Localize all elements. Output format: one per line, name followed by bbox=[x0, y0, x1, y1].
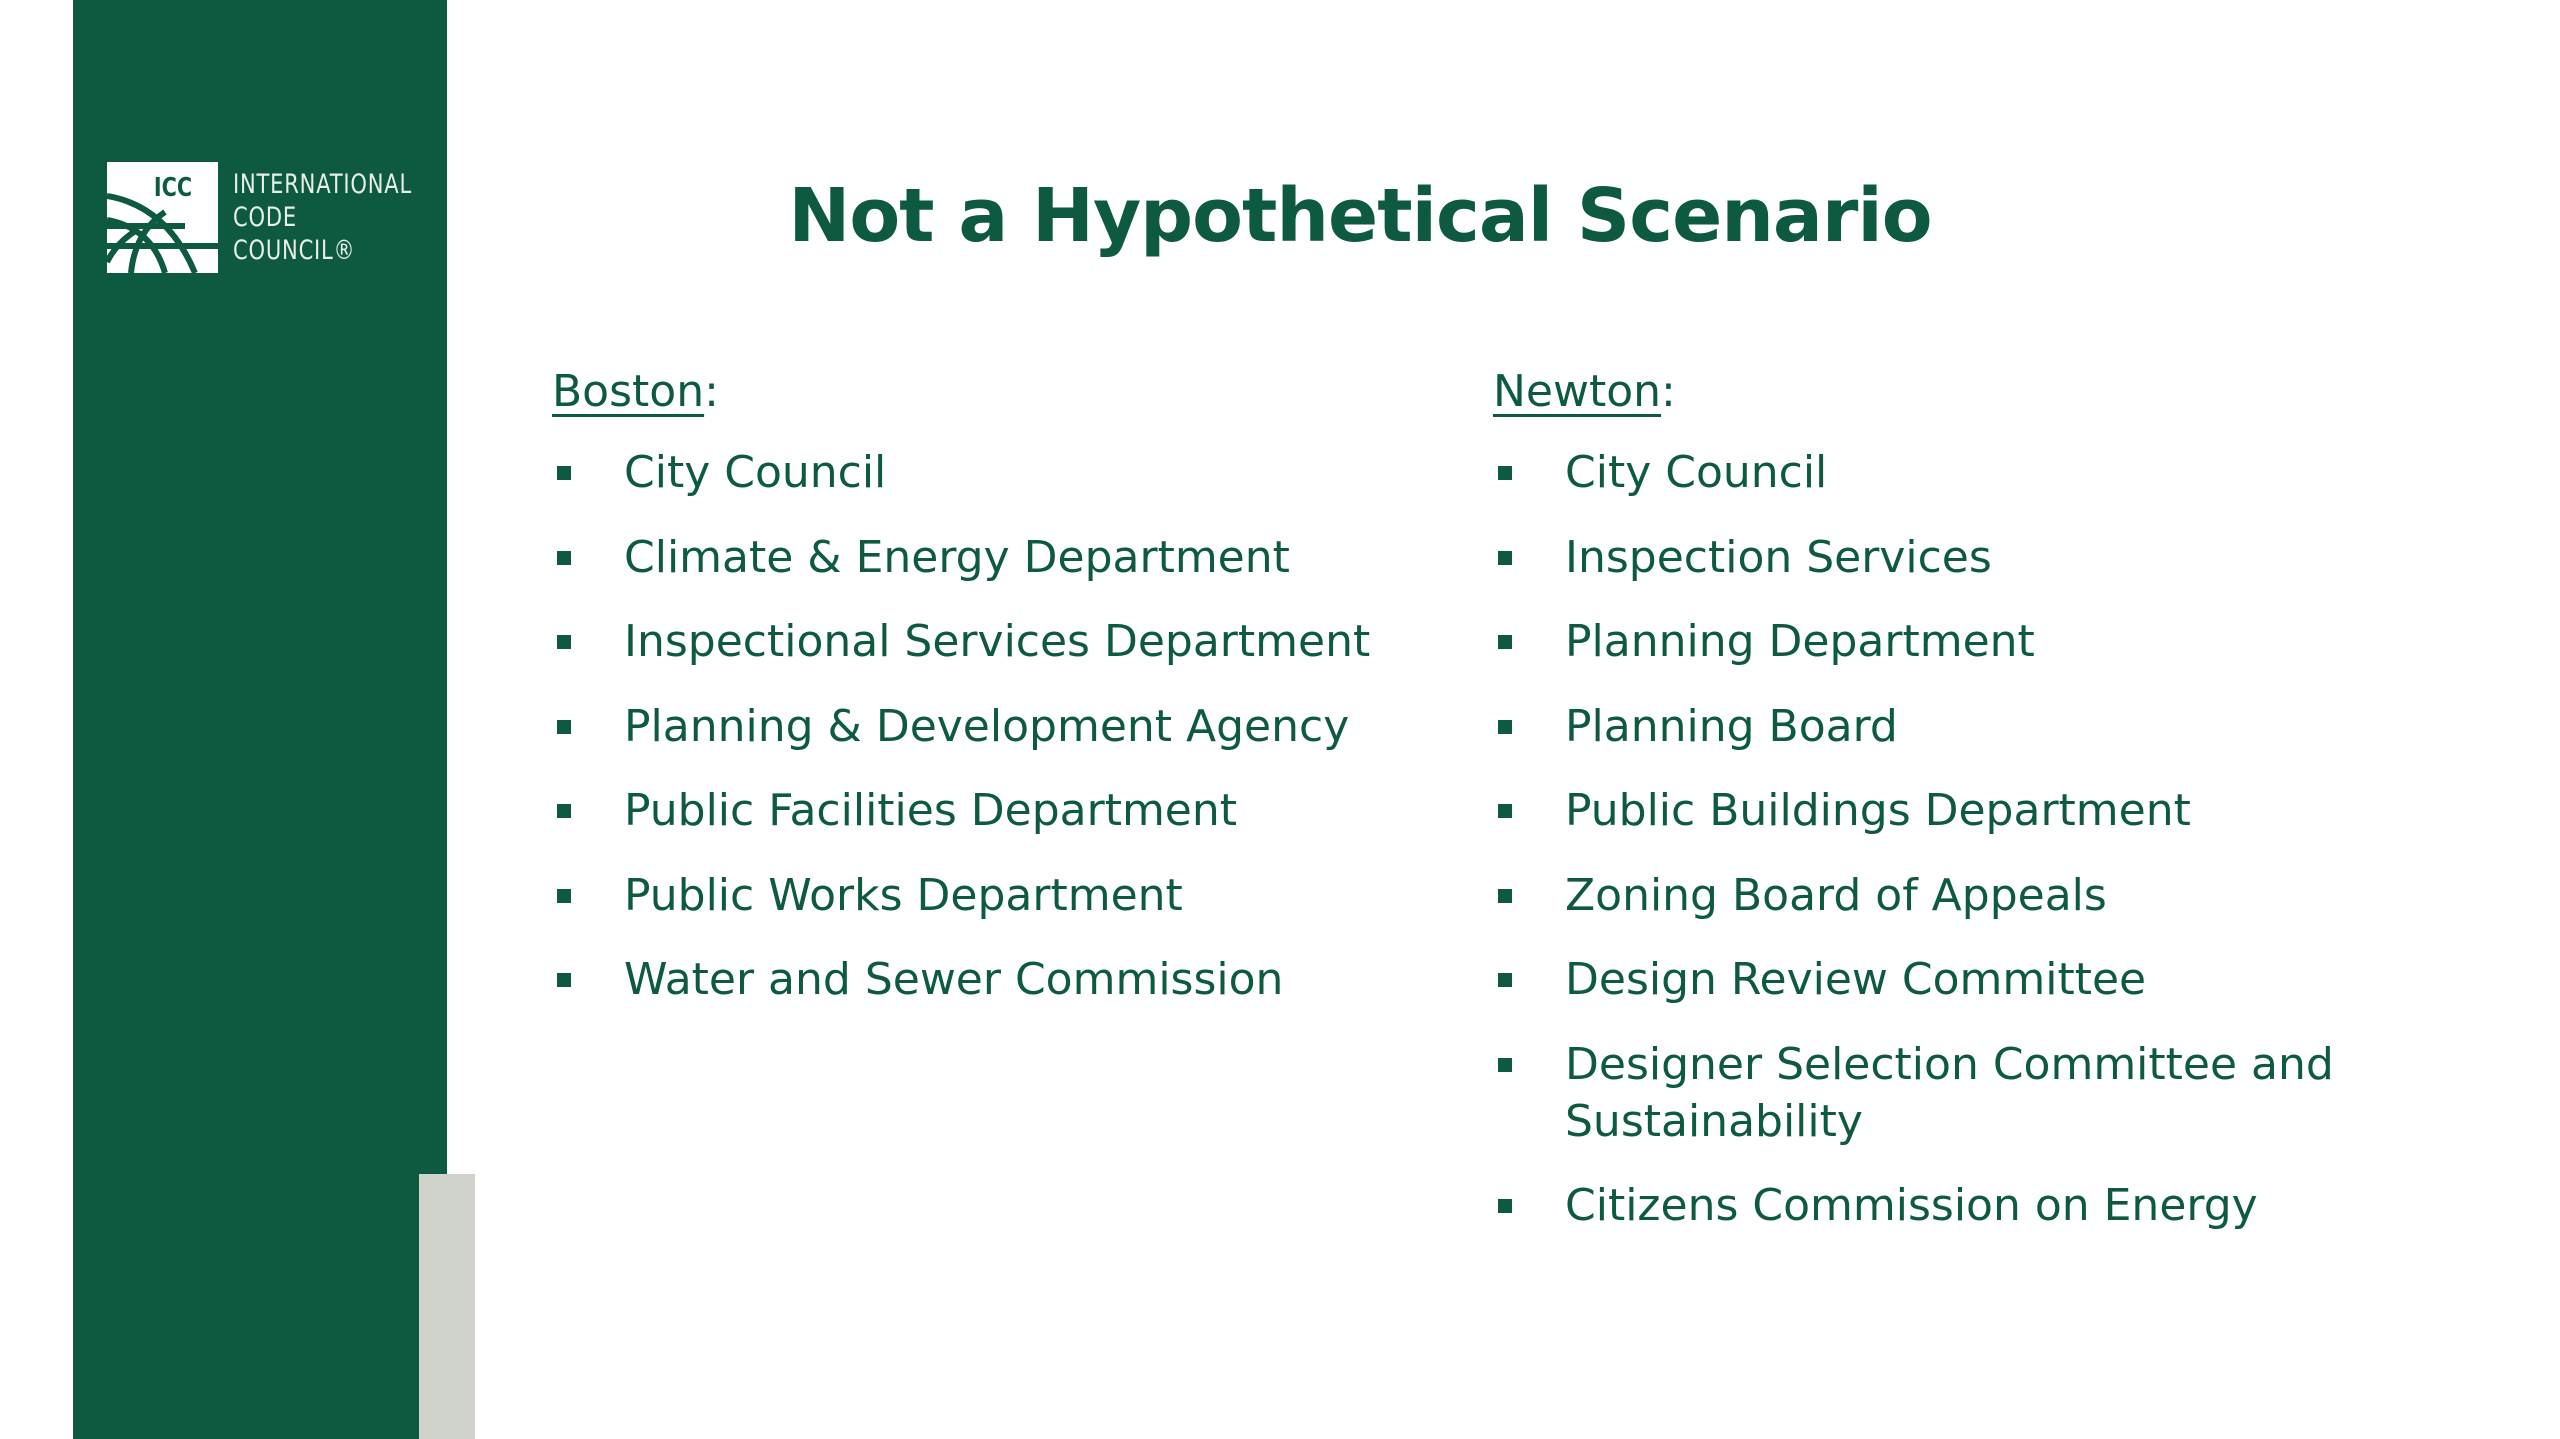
boston-item-label: Water and Sewer Commission bbox=[624, 954, 1284, 1005]
newton-item-label: Zoning Board of Appeals bbox=[1565, 869, 2107, 921]
newton-list-item bbox=[1493, 613, 2405, 670]
boston-item-label: Public Works Department bbox=[624, 869, 1183, 921]
boston-list-item bbox=[552, 951, 1370, 1008]
newton-heading: Newton: bbox=[1493, 366, 1676, 417]
boston-list bbox=[552, 444, 1370, 1008]
bullet-square-icon bbox=[557, 635, 571, 649]
boston-list-item bbox=[552, 782, 1370, 839]
boston-item-label: Planning & Development Agency bbox=[624, 700, 1350, 752]
bullet-square-icon bbox=[557, 466, 571, 480]
boston-heading-label: Boston bbox=[552, 366, 705, 417]
newton-item-label: Designer Selection Committee and Sustainability bbox=[1565, 1038, 2334, 1147]
bullet-square-icon bbox=[1498, 720, 1512, 734]
newton-item-label: Planning Department bbox=[1565, 616, 2035, 667]
bullet-square-icon bbox=[1498, 466, 1512, 480]
bullet-square-icon bbox=[1498, 973, 1512, 987]
newton-list-item bbox=[1493, 782, 2405, 839]
boston-item-label: City Council bbox=[624, 447, 887, 498]
boston-list-item bbox=[552, 613, 1370, 670]
newton-item-label: City Council bbox=[1565, 447, 1828, 498]
bullet-square-icon bbox=[557, 804, 571, 818]
bullet-square-icon bbox=[1498, 1058, 1512, 1072]
newton-list-item bbox=[1493, 1036, 2405, 1150]
boston-list-item bbox=[552, 529, 1370, 586]
boston-list-item bbox=[552, 867, 1370, 924]
newton-list-item bbox=[1493, 951, 2405, 1008]
logo-line-3: COUNCIL® bbox=[233, 235, 356, 266]
sidebar-accent-bar bbox=[419, 1174, 475, 1439]
logo-line-1: INTERNATIONAL bbox=[233, 169, 412, 200]
boston-item-label: Public Facilities Department bbox=[624, 785, 1238, 836]
newton-list bbox=[1493, 444, 2405, 1234]
newton-item-label: Planning Board bbox=[1565, 700, 1898, 752]
newton-item-label: Citizens Commission on Energy bbox=[1565, 1180, 2258, 1231]
bullet-square-icon bbox=[1498, 551, 1512, 565]
icc-logo bbox=[107, 160, 462, 275]
newton-item-label: Public Buildings Department bbox=[1565, 785, 2191, 836]
newton-heading-label: Newton bbox=[1493, 366, 1662, 417]
logo-mark-text: ICC bbox=[153, 171, 193, 203]
bullet-square-icon bbox=[1498, 635, 1512, 649]
slide-title: Not a Hypothetical Scenario bbox=[788, 173, 1932, 259]
boston-column bbox=[552, 360, 1370, 1036]
bullet-square-icon bbox=[557, 889, 571, 903]
bullet-square-icon bbox=[1498, 804, 1512, 818]
newton-item-label: Inspection Services bbox=[1565, 531, 1992, 583]
newton-list-item bbox=[1493, 1177, 2405, 1234]
bullet-square-icon bbox=[557, 973, 571, 987]
bullet-square-icon bbox=[1498, 1199, 1512, 1213]
boston-list-item bbox=[552, 698, 1370, 755]
logo-line-2: CODE bbox=[233, 202, 297, 233]
bullet-square-icon bbox=[1498, 889, 1512, 903]
globe-logo-icon bbox=[107, 162, 218, 273]
bullet-square-icon bbox=[557, 551, 571, 565]
boston-item-label: Climate & Energy Department bbox=[624, 531, 1290, 583]
bullet-square-icon bbox=[557, 720, 571, 734]
boston-item-label: Inspectional Services Department bbox=[624, 616, 1371, 667]
newton-column bbox=[1493, 360, 2405, 1262]
boston-list-item bbox=[552, 444, 1370, 501]
newton-list-item bbox=[1493, 529, 2405, 586]
newton-list-item bbox=[1493, 444, 2405, 501]
newton-list-item bbox=[1493, 867, 2405, 924]
newton-item-label: Design Review Committee bbox=[1565, 954, 2147, 1005]
newton-list-item bbox=[1493, 698, 2405, 755]
logo-wordmark bbox=[233, 168, 412, 267]
boston-heading: Boston: bbox=[552, 366, 719, 417]
